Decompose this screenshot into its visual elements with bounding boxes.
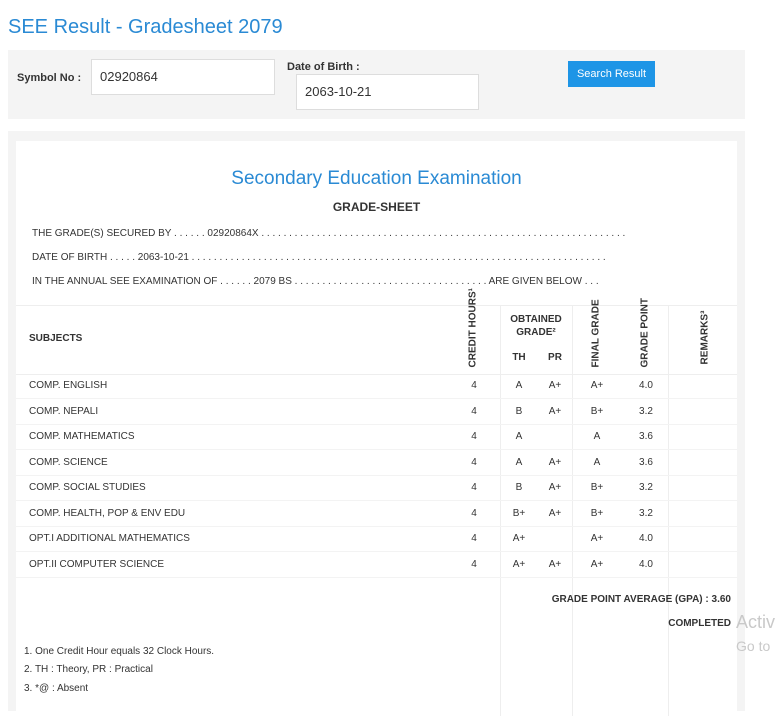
cell-final: B+ [590, 405, 604, 417]
dob-input[interactable]: 2063-10-21 [296, 74, 479, 110]
dob-line: DATE OF BIRTH . . . . . 2063-10-21 . . . . . . . . . . . . . . . . . . . . . . . . . . . . . . . . . . . . . . . . . . . . . . . . . . . . . . . . . . . . . . . . . . . . . . . . . . . [32, 252, 606, 263]
cell-pr: A+ [548, 507, 562, 519]
cell-th: A [515, 431, 523, 442]
cell-th: A+ [512, 558, 526, 570]
search-result-button[interactable]: Search Result [568, 61, 655, 87]
cell-pr: A+ [548, 482, 562, 493]
cell-th: A [515, 380, 523, 391]
page-title: SEE Result - Gradesheet 2079 [8, 16, 283, 38]
secured-by-line: THE GRADE(S) SECURED BY . . . . . . 02920864X . . . . . . . . . . . . . . . . . . . . . . . . . . . . . . . . . . . . . . . . . . . . . . . . . . . . . . . . . . . . . . . . . . [32, 228, 626, 239]
header-credit-hours: CREDIT HOURS¹ [467, 288, 479, 368]
cell-credit: 4 [471, 507, 477, 519]
cell-gp: 3.2 [639, 405, 653, 417]
table-row [16, 526, 737, 552]
table-row [16, 450, 737, 476]
header-th: TH [512, 352, 526, 363]
cell-subject: COMP. ENGLISH [29, 380, 108, 391]
cell-subject: COMP. SOCIAL STUDIES [29, 482, 146, 493]
note-2: 2. TH : Theory, PR : Practical [24, 664, 153, 675]
cell-subject: COMP. NEPALI [29, 405, 99, 417]
cell-final: A+ [590, 533, 604, 544]
cell-gp: 4.0 [639, 533, 653, 544]
dob-label: Date of Birth : [287, 61, 360, 73]
cell-gp: 3.2 [639, 507, 653, 519]
cell-final: B+ [590, 507, 604, 519]
cell-subject: COMP. SCIENCE [29, 456, 108, 468]
cell-final: A [593, 456, 601, 468]
gpa-text: GRADE POINT AVERAGE (GPA) : 3.60 [551, 594, 731, 605]
table-row [16, 552, 737, 578]
table-row [16, 475, 737, 501]
cell-subject: OPT.II COMPUTER SCIENCE [29, 558, 165, 570]
cell-final: A+ [590, 380, 604, 391]
table-header [16, 288, 737, 375]
cell-pr: A+ [548, 380, 562, 391]
cell-th: B+ [512, 507, 526, 519]
grade-sheet-title: GRADE-SHEET [332, 200, 421, 214]
cell-gp: 3.2 [639, 482, 653, 493]
activation-watermark-sub: Go to [736, 638, 771, 654]
cell-pr: A+ [548, 558, 562, 570]
cell-credit: 4 [471, 456, 477, 468]
cell-th: A+ [512, 533, 526, 544]
note-3: 3. *@ : Absent [24, 683, 89, 694]
cell-subject: COMP. HEALTH, POP & ENV EDU [29, 507, 186, 519]
cell-credit: 4 [471, 482, 477, 493]
cell-th: B [515, 482, 523, 493]
cell-pr: A+ [548, 456, 562, 468]
cell-final: A+ [590, 558, 604, 570]
grade-sheet [16, 141, 737, 711]
exam-title: Secondary Education Examination [231, 168, 522, 189]
cell-credit: 4 [471, 405, 477, 417]
table-row [16, 399, 737, 425]
header-obtained-grade: OBTAINED GRADE² [510, 314, 562, 338]
header-grade-point: GRADE POINT [639, 298, 651, 368]
header-pr: PR [548, 352, 562, 363]
table-row [16, 501, 737, 527]
completed-text: COMPLETED [668, 618, 731, 629]
symbol-label: Symbol No : [17, 72, 82, 84]
header-final-grade: FINAL GRADE [590, 299, 602, 368]
activation-watermark: Activ [736, 612, 776, 632]
cell-gp: 4.0 [639, 380, 653, 391]
cell-gp: 4.0 [639, 558, 653, 570]
cell-credit: 4 [471, 431, 477, 442]
cell-pr: A+ [548, 405, 562, 417]
search-form [8, 50, 745, 119]
cell-th: A [515, 456, 523, 468]
table-row [16, 424, 737, 450]
cell-final: A [593, 431, 601, 442]
note-1: 1. One Credit Hour equals 32 Clock Hours. [24, 646, 215, 657]
cell-subject: COMP. MATHEMATICS [29, 431, 135, 442]
header-remarks: REMARKS³ [699, 310, 711, 365]
cell-gp: 3.6 [639, 456, 653, 468]
cell-th: B [515, 405, 523, 417]
exam-line: IN THE ANNUAL SEE EXAMINATION OF . . . . . . 2079 BS . . . . . . . . . . . . . . . . . . . . . . . . . . . . . . . . . . . ARE GIVEN BELOW . . . [32, 276, 599, 287]
table-row [16, 373, 737, 399]
cell-credit: 4 [471, 533, 477, 544]
cell-credit: 4 [471, 558, 477, 570]
cell-final: B+ [590, 482, 604, 493]
cell-subject: OPT.I ADDITIONAL MATHEMATICS [29, 533, 190, 544]
cell-gp: 3.6 [639, 431, 653, 442]
header-subjects: SUBJECTS [29, 333, 83, 344]
symbol-input[interactable]: 02920864 [91, 59, 275, 95]
cell-credit: 4 [471, 380, 477, 391]
